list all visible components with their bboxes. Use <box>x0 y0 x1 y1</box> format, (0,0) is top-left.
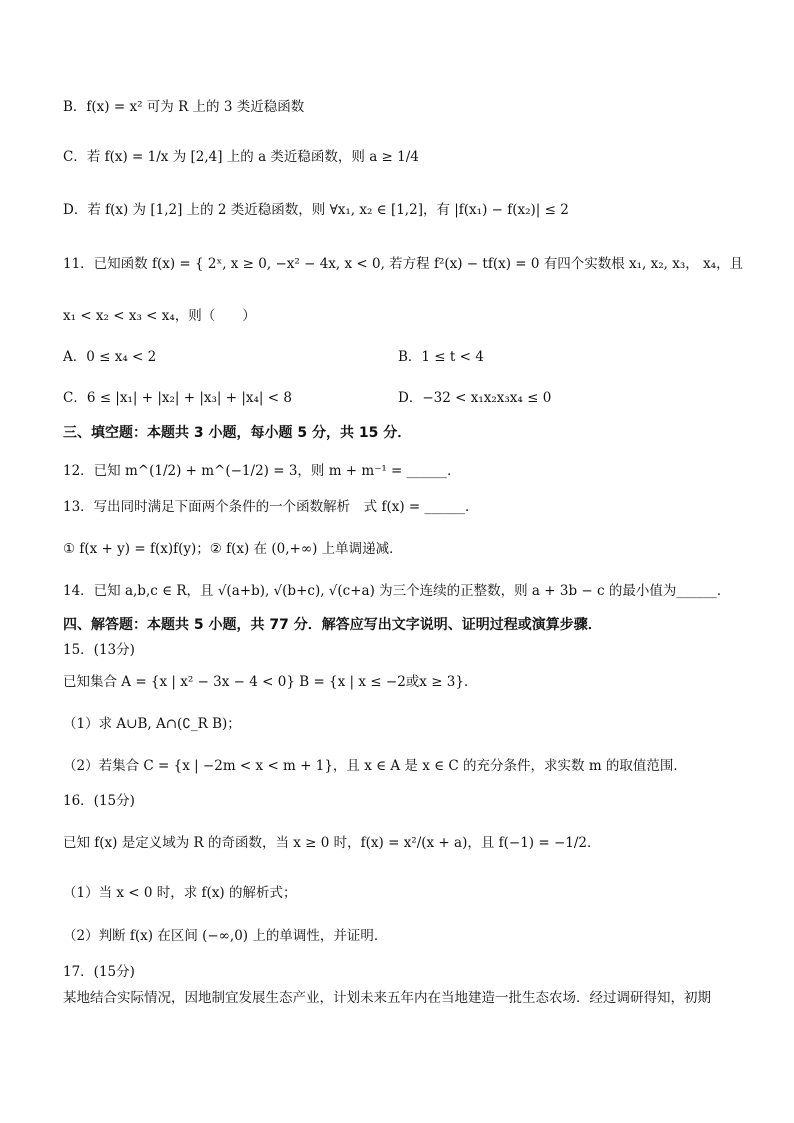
q11-option-b: B．1 ≤ t < 4 <box>398 349 484 365</box>
q16-part2: （2）判断 f(x) 在区间 (−∞,0) 上的单调性，并证明． <box>63 928 388 944</box>
section4-heading: 四、解答题：本题共 5 小题，共 77 分．解答应写出文字说明、证明过程或演算步骤． <box>63 617 602 633</box>
q16-part1: （1）当 x < 0 时，求 f(x) 的解析式； <box>63 885 297 901</box>
section3-heading: 三、填空题：本题共 3 小题，每小题 5 分，共 15 分． <box>63 425 412 441</box>
q14: 14．已知 a,b,c ∈ R，且 √(a+b), √(b+c), √(c+a) 为三个连续的正整数，则 a + 3b − c 的最小值为______． <box>63 583 731 599</box>
q11-option-c: C．6 ≤ |x₁| + |x₂| + |x₃| + |x₄| < 8 <box>63 390 292 406</box>
q10-option-c: C．若 f(x) = 1/x 为 [2,4] 上的 a 类近稳函数，则 a ≥ 1/4 <box>63 149 419 165</box>
q15-header: 15．(13分) <box>63 642 135 658</box>
q15-part1: （1）求 A∪B, A∩(∁_R B)； <box>63 716 241 732</box>
q12: 12．已知 m^(1/2) + m^(−1/2) = 3，则 m + m⁻¹ = ______． <box>63 463 461 479</box>
q16-header: 16．(15分) <box>63 793 135 809</box>
q17-header: 17．(15分) <box>63 964 135 980</box>
q13-conditions: ① f(x + y) = f(x)f(y)；② f(x) 在 (0,+∞) 上单调递减． <box>63 541 403 557</box>
q15-part2: （2）若集合 C = {x | −2m < x < m + 1}，且 x ∈ A 是 x ∈ C 的充分条件，求实数 m 的取值范围． <box>63 758 687 774</box>
q10-option-b: B．f(x) = x² 可为 R 上的 3 类近稳函数 <box>63 99 305 115</box>
q13: 13．写出同时满足下面两个条件的一个函数解析 式 f(x) = ______． <box>63 499 479 515</box>
q11-stem-cont: x₁ < x₂ < x₃ < x₄，则（ ） <box>63 308 256 324</box>
q11-option-d: D．−32 < x₁x₂x₃x₄ ≤ 0 <box>398 390 552 406</box>
q11-stem: 11．已知函数 f(x) = { 2ˣ, x ≥ 0, −x² − 4x, x < 0, 若方程 f²(x) − tf(x) = 0 有四个实数根 x₁, x₂, x₃， x₄，且 <box>63 256 744 272</box>
q11-option-a: A．0 ≤ x₄ < 2 <box>63 349 157 365</box>
q16-stem: 已知 f(x) 是定义域为 R 的奇函数，当 x ≥ 0 时，f(x) = x²/(x + a)，且 f(−1) = −1/2． <box>63 835 601 851</box>
q10-option-d: D．若 f(x) 为 [1,2] 上的 2 类近稳函数，则 ∀x₁, x₂ ∈ [1,2]，有 |f(x₁) − f(x₂)| ≤ 2 <box>63 202 569 218</box>
q17-stem: 某地结合实际情况，因地制宜发展生态产业，计划未来五年内在当地建造一批生态农场．经过调研得知，初期 <box>63 990 711 1006</box>
q15-stem: 已知集合 A = {x | x² − 3x − 4 < 0} B = {x | x ≤ −2或x ≥ 3}． <box>63 674 478 690</box>
